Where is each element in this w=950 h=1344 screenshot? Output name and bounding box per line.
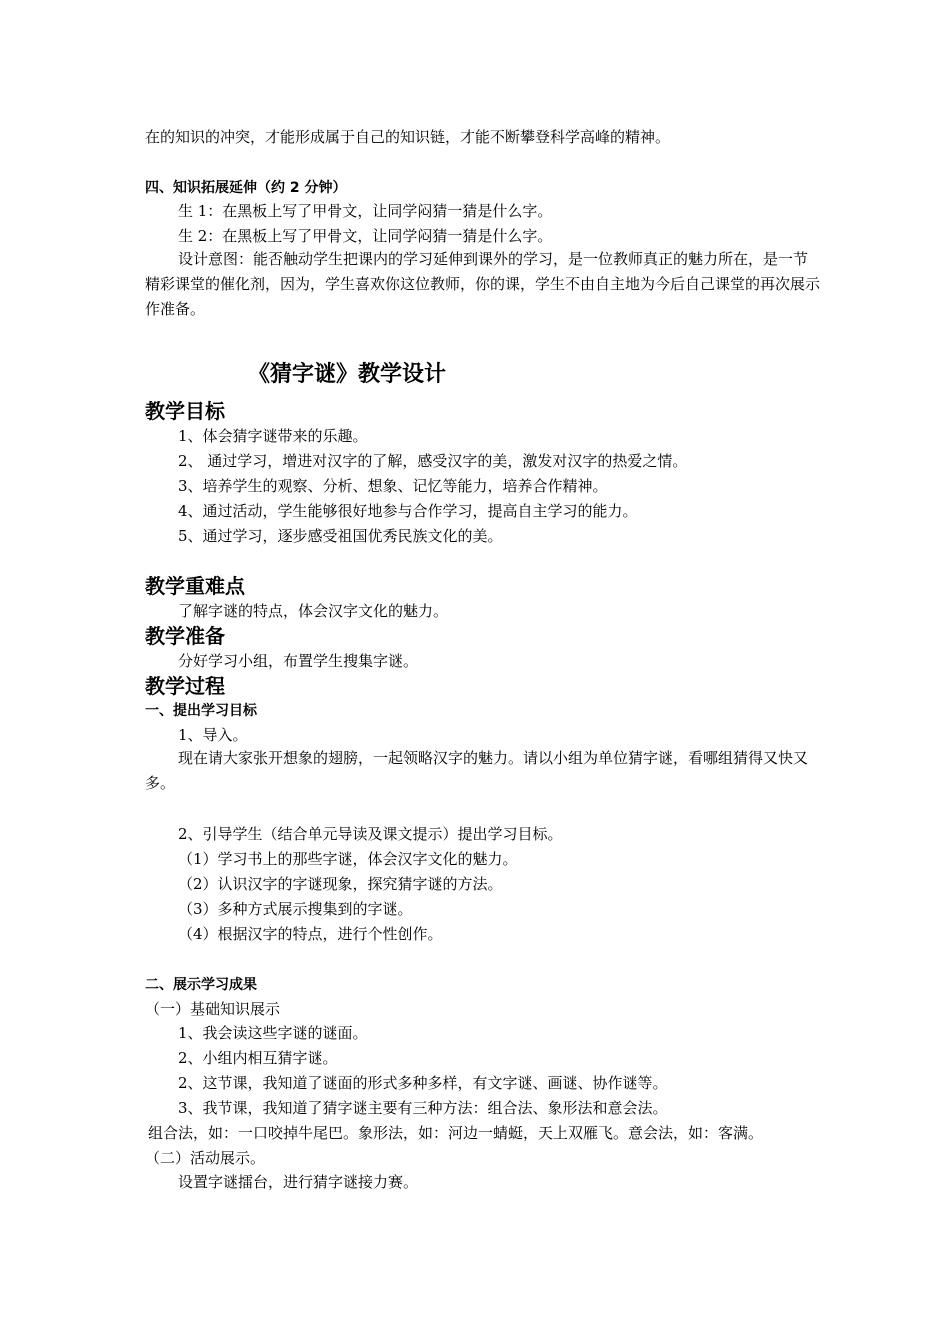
goal-item: （2）认识汉字的字谜现象，探究猜字谜的方法。 [178,875,503,893]
goal-item: （4）根据汉字的特点，进行个性创作。 [178,925,443,943]
objectives-heading: 教学目标 [145,399,225,423]
prev-tail-text: 在的知识的冲突，才能形成属于自己的知识链，才能不断攀登科学高峰的精神。 [145,128,671,146]
objective-item: 1、体会猜字谜带来的乐趣。 [178,427,368,445]
part2-item: 2、这节课，我知道了谜面的形式多种多样，有文字谜、画谜、协作谜等。 [178,1074,668,1092]
student2-text: 生 2：在黑板上写了甲骨文，让同学闷猜一猜是什么字。 [178,227,553,245]
section4-title: 四、知识拓展延伸（约 2 分钟） [145,180,347,196]
part1-title: 一、提出学习目标 [145,703,257,719]
objective-item: 3、培养学生的观察、分析、想象、记忆等能力，培养合作精神。 [178,477,608,495]
preparation-heading: 教学准备 [145,624,225,648]
process-heading: 教学过程 [145,674,225,698]
key-points-heading: 教学重难点 [145,574,245,598]
part2-title: 二、展示学习成果 [145,977,257,993]
part2-sub2: （二）活动展示。 [145,1149,266,1167]
doc-title: 《猜字谜》教学设计 [248,362,447,387]
methods-text: 组合法，如：一口咬掉牛尾巴。象形法，如：河边一蜻蜓，天上双雁飞。意会法，如：客满。 [148,1124,764,1142]
guide-text: 2、引导学生（结合单元导读及课文提示）提出学习目标。 [178,825,563,843]
objective-item: 4、通过活动，学生能够很好地参与合作学习，提高自主学习的能力。 [178,502,638,520]
objective-item: 5、通过学习，逐步感受祖国优秀民族文化的美。 [178,527,503,545]
key-points-text: 了解字谜的特点，体会汉字文化的魅力。 [178,602,449,620]
preparation-text: 分好学习小组，布置学生搜集字谜。 [178,652,419,670]
intro-label: 1、导入。 [178,726,248,744]
part2-sub1: （一）基础知识展示 [145,1000,281,1018]
student1-text: 生 1：在黑板上写了甲骨文，让同学闷猜一猜是什么字。 [178,202,553,220]
goal-item: （3）多种方式展示搜集到的字谜。 [178,900,413,918]
part2-item: 1、我会读这些字谜的谜面。 [178,1024,368,1042]
part2-item: 3、我节课，我知道了猜字谜主要有三种方法：组合法、象形法和意会法。 [178,1099,668,1117]
goal-item: （1）学习书上的那些字谜，体会汉字文化的魅力。 [178,850,518,868]
objective-item: 2、 通过学习，增进对汉字的了解，感受汉字的美，激发对汉字的热爱之情。 [178,452,688,470]
activity-text: 设置字谜擂台，进行猜字谜接力赛。 [178,1173,419,1191]
part2-item: 2、小组内相互猜字谜。 [178,1049,338,1067]
intro-text: 现在请大家张开想象的翅膀，一起领略汉字的魅力。请以小组为单位猜字谜，看哪组猜得又快又多。 [145,749,809,792]
design-intent-text: 设计意图：能否触动学生把课内的学习延伸到课外的学习，是一位教师真正的魅力所在，是一节精彩课堂的催化剂，因为，学生喜欢你这位教师，你的课，学生不由自主地为今后自己课堂的再次展示作准备。 [145,250,821,318]
